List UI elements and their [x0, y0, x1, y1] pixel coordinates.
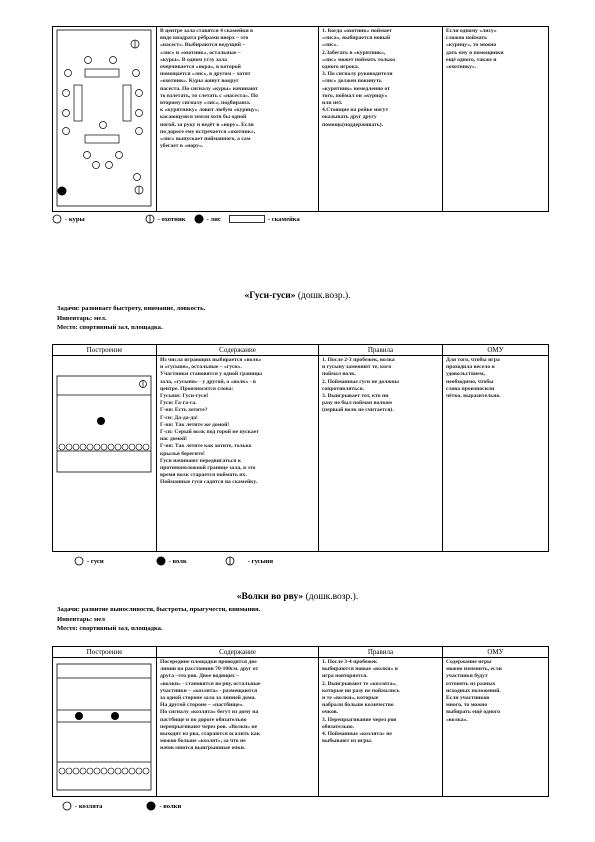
- game3-diagram: [53, 658, 155, 796]
- game3-omu: Содержание игры можно изменить, если участники будут отгонять из разных исходных положений. Если участников много, то можно выбирать ещё одного «волка».: [443, 658, 549, 797]
- legend-wolves: - волки: [159, 802, 182, 810]
- wolf-marker-2: [111, 712, 119, 720]
- game3-content: Посередине площадки проводятся две линии на расстоянии 70-100см. друг от друга –это ров. Двое водящих – «волки» - становятся во рву, остальные участники – «козлята» - размещаются за одной стороне зала за линией дома. На другой стороне – «пастбище». По сигналу «козлята» бегут из дому на пастбище и по дороге обязательно перепрыгивают через ров. «Волки» не выходят из рва, стараются осалить как можно больше «козлят», за что не начисляются выигрышные очки.: [157, 658, 319, 797]
- game2-diagram-cell: [53, 356, 157, 552]
- game1-omu: Если одному «лису» сложно поймать «курицу», то можно дать ему в помощники ещё одного, также и «охотнику».: [443, 27, 549, 212]
- game3-table: [52, 646, 549, 797]
- game3-meta: [57, 605, 537, 634]
- game3-header-omu: ОМУ: [443, 647, 549, 658]
- game1-legend: [52, 213, 548, 225]
- bench-symbol-icon: [229, 215, 265, 223]
- game3-title: «Волки во рву» (дошк.возр.).: [236, 592, 359, 602]
- game2-legend: [74, 555, 273, 567]
- bench-bottom: [85, 135, 119, 143]
- goose-mother-symbol-icon: [225, 556, 235, 566]
- game2-rules: 1. После 2-3 пробежек, волка и гусыну заменяют те, кого поймал волк. 2. Пойманные гуси не должны сопротивляться. 3. Выигрывает тот, кто ни разу не был пойман волком (первый волк не считается).: [319, 356, 443, 552]
- game2-omu: Для того, чтобы игра проходила весело и удовольствием, необходимо, чтобы слова произносили чётко, выразительно.: [443, 356, 549, 552]
- kid-symbol-icon: [62, 801, 72, 811]
- game2-diagram: [53, 356, 155, 476]
- bench-left: [74, 85, 82, 121]
- game3-place: Место: спортивный зал, площадка.: [57, 625, 163, 632]
- fox-symbol-icon: [194, 214, 204, 224]
- game3-legend: [62, 800, 181, 812]
- legend-geese: - гуси: [87, 557, 104, 565]
- game1-table: [52, 26, 549, 212]
- wolf-symbol-icon: [156, 556, 166, 566]
- wolf-marker-1: [75, 712, 83, 720]
- bench-top: [85, 69, 119, 77]
- game2-content: Из числа играющих выбирается «волк» и «гусыня», остальные – «гуси». Участники становятся у одной границы зала, «гусыня» - у другой, а «волк» - в центре. Произносится слова: Гусыня: Гуси-гуси! Гуси: Га-га-га. Г-ня: Есть хотите? Г-си: Да-да-да! Г-ня: Так летите же домой! Г-си: Серый волк под горой не пускает нас домой! Г-ня: Так летите как хотите, только крылья берегите! Гуси начинают передвигаться к противоположной границе зала, в это время волк старается поймать их. Пойманные гуси садятся на скамейку.: [157, 356, 319, 552]
- game3-inventory: Инвентарь: мел: [57, 615, 105, 623]
- fox-marker: [58, 187, 67, 196]
- game2-table: [52, 344, 549, 552]
- game2-place: Место: спортивный зал, площадка.: [57, 324, 163, 331]
- legend-wolf: - волк: [168, 557, 187, 565]
- chicken-symbol-icon: [52, 214, 62, 224]
- game1-rules: 1. Когда «охотник» поймает «лиса», выбирается новый «лис». 2.Забегать в «курятник», «лис» может поймать только одного игрока. 3. По сигналу руководителя «лис» должен покинуть «курятник» немедленно от того, поймал он «курицу» или нет. 4.Стоящие на рейке могут оказывать друг другу помощь(поддерживать).: [319, 27, 443, 212]
- game3-diagram-cell: [53, 658, 157, 797]
- legend-hunters: - охотник: [157, 215, 186, 223]
- game1-diagram-cell: [53, 27, 157, 212]
- game2-meta: [57, 304, 537, 333]
- game2-header-content: Содержание: [157, 345, 319, 356]
- game2-title: «Гуси-гуси» (дошк.возр.).: [244, 291, 351, 301]
- game3-rules: 1. После 3-4 пробежек выбираются новые «волки» и игра повторяется. 2. Выигрывают те «козлята», которые ни разу не поймались и те «волки», которые набрали больше количество очков. 3. Перепрыгивание через ров обязательно. 4. Пойманные «козлята» не выбывают из игры.: [319, 658, 443, 797]
- game2-header-rules: Правила: [319, 345, 443, 356]
- legend-fox: - лис: [206, 215, 221, 223]
- legend-goose-mother: - гусыня: [247, 557, 274, 565]
- game1-diagram: [53, 27, 155, 211]
- bench-right: [123, 85, 131, 121]
- wolves-symbol-icon: [146, 801, 156, 811]
- game3-header-rules: Правила: [319, 647, 443, 658]
- legend-kids: - козлята: [75, 802, 103, 810]
- legend-chickens: - куры: [65, 215, 85, 223]
- game1-content: В центре зала ставятся 4 скамейки в виде квадрата рёбрами вверх – это «насест». Выбираются ведущий – «лис» и «охотник», остальные – «куры». В одном углу зала очерчивается «нора», в которой помещается «лис», в другом – хотят «охотник». Куры живут вокруг насеста. По сигналу «куры» начинают то взлетать, то слетать с «насеста». По второму сигналу «лис», подбираясь к «курятнику» ловит любую «курицу», касающуюся земли хотя бы одной ногой, за руку и ведёт в «нору». Если по дороге ему встречается «охотник», «лис» выпускает пойманного, а сам убегает в «нору».: [157, 27, 319, 212]
- wolf-marker: [97, 417, 105, 425]
- game2-header-omu: ОМУ: [443, 345, 549, 356]
- game3-header-layout: Построение: [53, 647, 157, 658]
- legend-bench: - скамейка: [267, 215, 300, 223]
- game2-task: Задачи: развивает быстроту, внимание, ловкость.: [57, 305, 206, 312]
- game3-header-content: Содержание: [157, 647, 319, 658]
- game2-inventory: Инвентарь: мел.: [57, 314, 107, 322]
- game3-task: Задачи: развитие выносливости, быстроты, прыгучести, внимания.: [57, 606, 261, 613]
- goose-symbol-icon: [74, 556, 84, 566]
- hunter-symbol-icon: [145, 214, 155, 224]
- game2-header-layout: Построение: [53, 345, 157, 356]
